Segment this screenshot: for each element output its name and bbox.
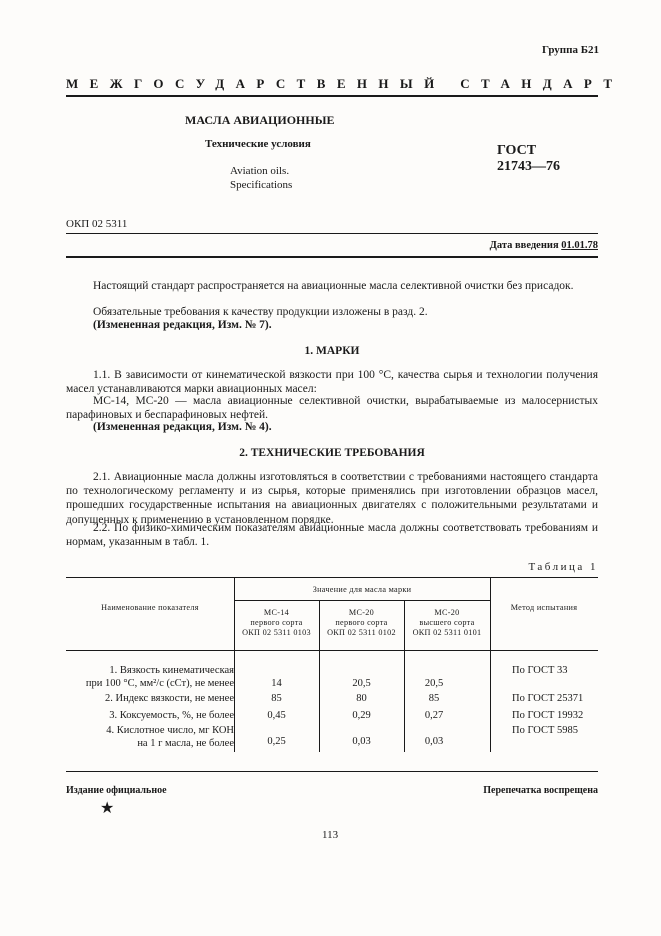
gost-number: ГОСТ 21743—76: [497, 143, 560, 174]
table-subheader-rule: [234, 600, 490, 601]
standard-banner: МЕЖГОСУДАРСТВЕННЫЙ СТАНДАРТ: [66, 76, 624, 91]
document-subtitle: Технические условия: [205, 138, 311, 150]
section-2-paragraph-2: 2.2. По физико-химическим показателям авиационные масла должны соответствовать требованиям и нормам, указанным в табл. 1.: [66, 522, 598, 549]
reprint-notice: Перепечатка воспрещена: [483, 785, 598, 796]
column-header-method: Метод испытания: [510, 603, 578, 612]
header-rule-1: [66, 233, 598, 234]
introduction-date: Дата введения 01.01.78: [489, 240, 598, 251]
column-header-grade-1: МС-14 первого сорта ОКП 02 5311 0103: [242, 608, 311, 637]
section-2-paragraph-1: 2.1. Авиационные масла должны изготовляться в соответствии с требованиями настоящего стандарта по технологическому регламенту и из сырья, которые применялись при изготовлении образцов масел, прошедших государственные испытания на авиационных двигателях с положительными результатами и допущенных к применению в установленном порядке.: [66, 471, 598, 526]
section-2-heading: 2. ТЕХНИЧЕСКИЕ ТРЕБОВАНИЯ: [239, 447, 425, 459]
intro-paragraph-2: Обязательные требования к качеству продукции изложены в разд. 2.: [93, 306, 428, 318]
english-title: Aviation oils. Specifications: [230, 165, 293, 191]
intro-amendment: (Измененная редакция, Изм. № 7).: [93, 319, 272, 331]
banner-rule: [66, 95, 598, 97]
table-row: 1. Вязкость кинематическая при 100 °С, мм²/с (сСт), не менее 14 20,5 20,5 По ГОСТ 33: [85, 665, 568, 689]
official-edition: Издание официальное: [66, 785, 167, 796]
star-icon: ★: [100, 800, 115, 817]
intro-paragraph-1: Настоящий стандарт распространяется на авиационные масла селективной очистки без присадок.: [93, 280, 574, 292]
okp-code: ОКП 02 5311: [66, 218, 128, 230]
footer-rule: [66, 771, 598, 772]
column-header-name: Наименование показателя: [101, 603, 199, 612]
section-1-heading: 1. МАРКИ: [304, 345, 360, 357]
table-row: 3. Коксуемость, %, не более 0,45 0,29 0,27 По ГОСТ 19932: [109, 710, 584, 721]
column-header-grade-2: МС-20 первого сорта ОКП 02 5311 0102: [327, 608, 396, 637]
section-1-paragraph-1: 1.1. В зависимости от кинематической вязкости при 100 °С, качества сырья и технологии получения масел устанавливаются марки авиационных масел:: [66, 369, 598, 396]
section-1-paragraph-2: МС-14, МС-20 — масла авиационные селективной очистки, вырабатываемые из малосернистых парафиновых и беспарафиновых нефтей.: [66, 395, 598, 422]
document-title: МАСЛА АВИАЦИОННЫЕ: [185, 113, 335, 127]
table-header: [66, 577, 598, 650]
table-row: 2. Индекс вязкости, не менее 85 80 85 По ГОСТ 25371: [105, 693, 584, 704]
table-caption: Таблица 1: [528, 561, 598, 573]
table-header-bottom-rule: [66, 650, 598, 651]
column-header-grade-3: МС-20 высшего сорта ОКП 02 5311 0101: [412, 608, 482, 637]
header-rule-2: [66, 256, 598, 258]
group-label: Группа Б21: [542, 44, 599, 56]
section-1-amendment: (Измененная редакция, Изм. № 4).: [93, 421, 272, 433]
table-row: 4. Кислотное число, мг КОН на 1 г масла, не более 0,25 0,03 0,03 По ГОСТ 5985: [106, 725, 579, 749]
page-number: 113: [322, 829, 339, 841]
column-header-grade-group: Значение для масла марки: [312, 585, 412, 594]
table-vline: [490, 577, 491, 650]
